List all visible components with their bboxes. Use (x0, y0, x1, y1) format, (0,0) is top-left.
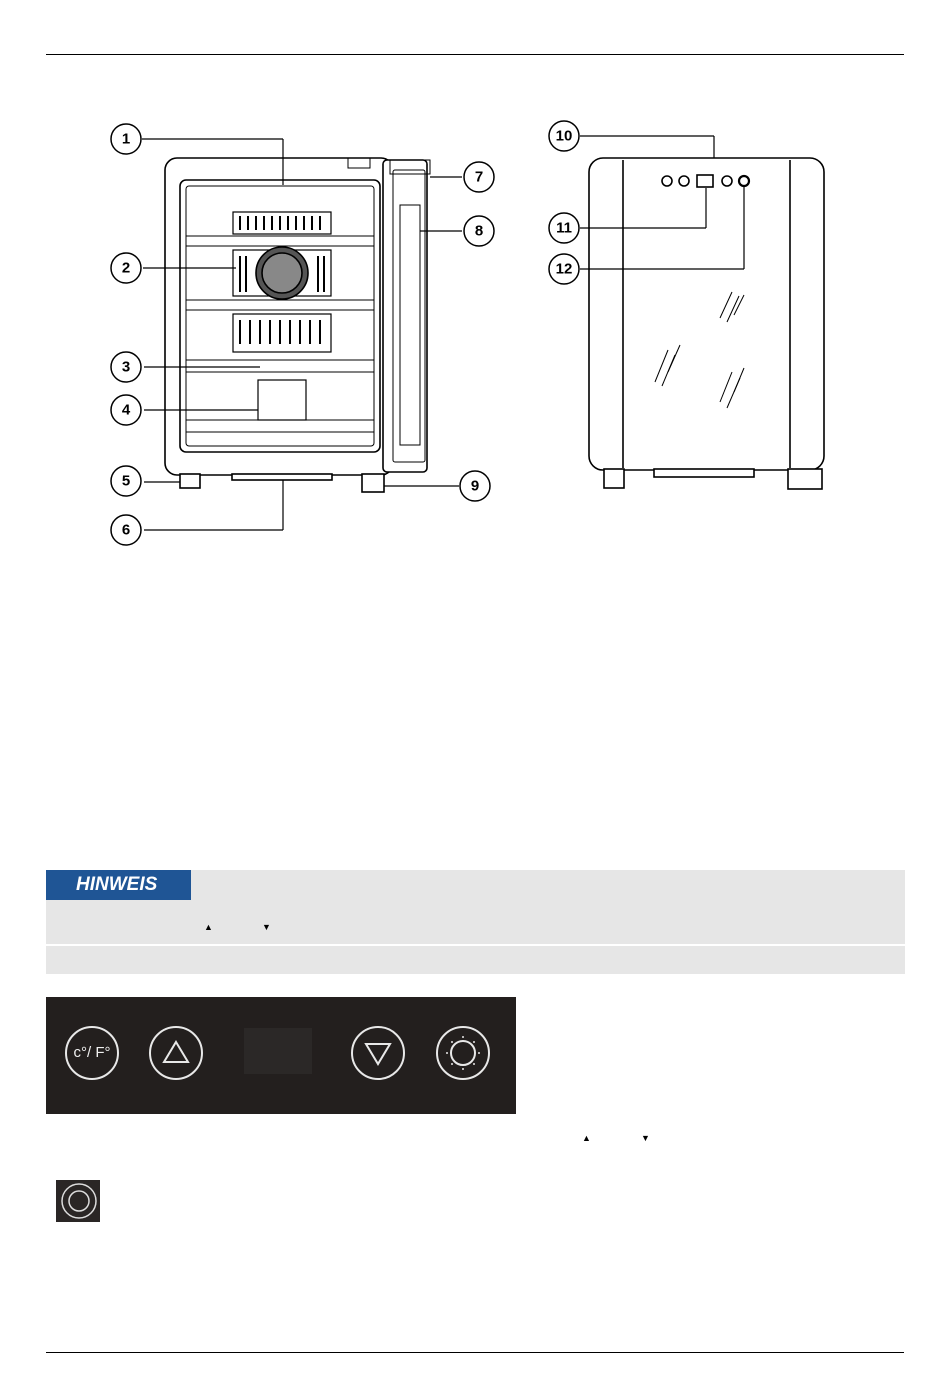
callout-2: 2 (121, 259, 131, 277)
callout-1: 1 (121, 130, 131, 148)
note-heading: HINWEIS (46, 870, 191, 900)
callout-9: 9 (470, 477, 480, 495)
wine-cooler-diagram (0, 0, 950, 560)
callout-6: 6 (121, 521, 131, 539)
callout-7: 7 (474, 168, 484, 186)
triangle-up-icon: ▲ (204, 922, 213, 932)
light-ring-icon (438, 1028, 488, 1078)
triangle-down-icon: ▼ (641, 1133, 650, 1143)
note-divider (46, 944, 905, 946)
callout-12: 12 (555, 260, 573, 278)
temperature-display (244, 1028, 312, 1074)
control-panel (46, 997, 516, 1114)
callout-10: 10 (555, 127, 573, 145)
callout-8: 8 (474, 222, 484, 240)
callout-4: 4 (121, 401, 131, 419)
triangle-down-icon (353, 1028, 403, 1078)
triangle-up-icon (151, 1028, 201, 1078)
temp-down-button[interactable] (351, 1026, 405, 1080)
callout-11: 11 (556, 219, 572, 237)
footer-rule (46, 1352, 904, 1353)
light-button[interactable] (436, 1026, 490, 1080)
temp-up-button[interactable] (149, 1026, 203, 1080)
callout-5: 5 (121, 472, 131, 490)
light-ring-icon (56, 1180, 100, 1222)
closed-view (580, 136, 824, 489)
triangle-up-icon: ▲ (582, 1133, 591, 1143)
callout-3: 3 (121, 358, 131, 376)
note-box (46, 870, 905, 974)
triangle-down-icon: ▼ (262, 922, 271, 932)
front-view (142, 139, 462, 530)
unit-toggle-button[interactable] (65, 1026, 119, 1080)
celsius-fahrenheit-icon: c°/ F° (73, 1044, 111, 1061)
